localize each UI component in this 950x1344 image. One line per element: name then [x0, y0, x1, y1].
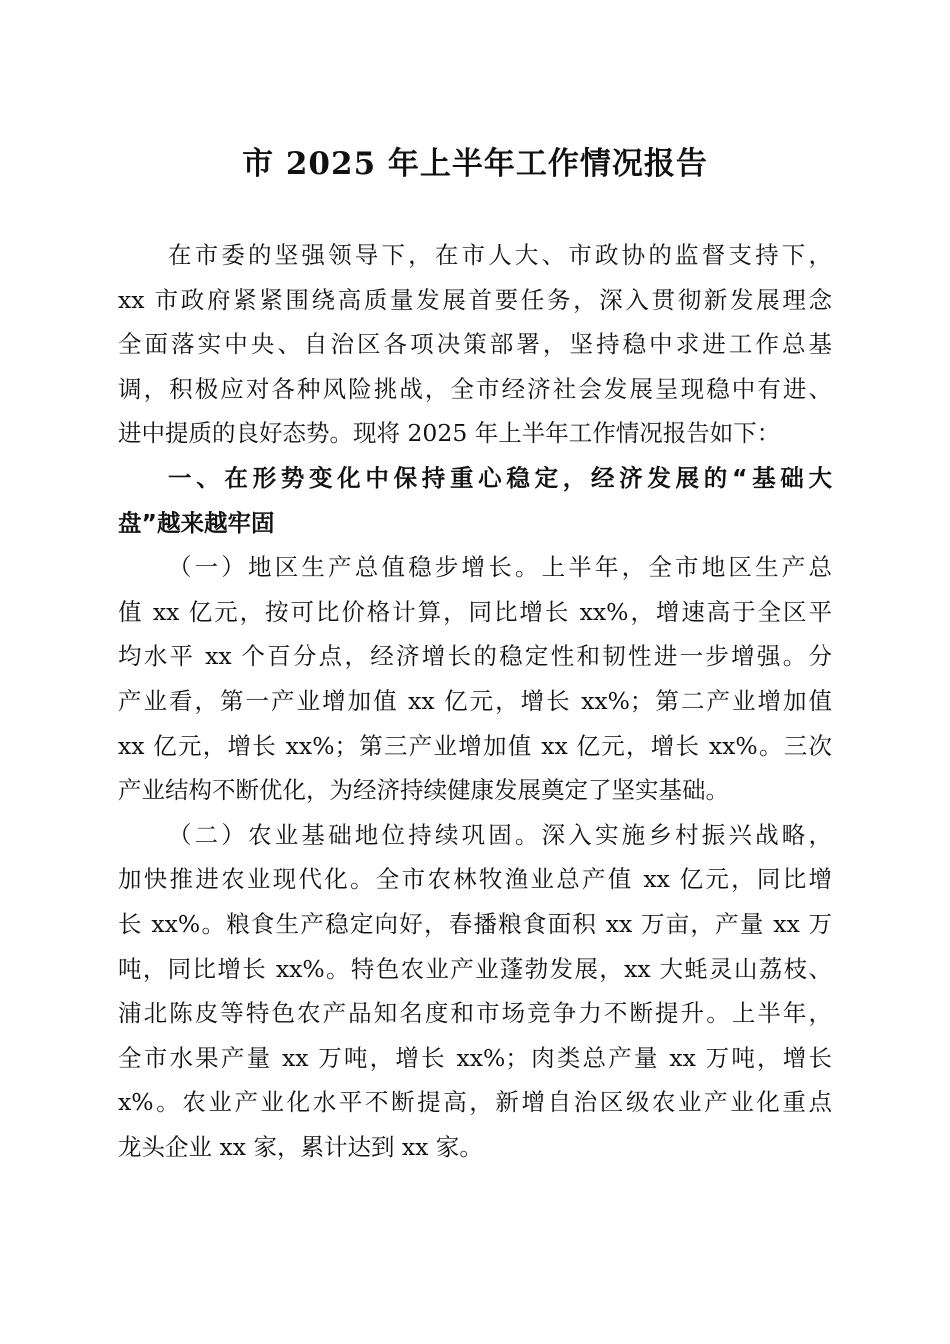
- paragraph-line: 进中提质的良好态势。现将 2025 年上半年工作情况报告如下：: [118, 419, 781, 447]
- paragraph-line: xx 市政府紧紧围绕高质量发展首要任务，深入贯彻新发展理念: [118, 286, 832, 314]
- paragraph-line: （二）农业基础地位持续巩固。深入实施乡村振兴战略，: [168, 821, 832, 849]
- paragraph-line: （一）地区生产总值稳步增长。上半年，全市地区生产总: [168, 553, 832, 581]
- paragraph-line: 浦北陈皮等特色农产品知名度和市场竞争力不断提升。上半年，: [118, 999, 832, 1027]
- paragraph-line: 全市水果产量 xx 万吨，增长 xx%；肉类总产量 xx 万吨，增长: [118, 1044, 832, 1072]
- paragraph-line: 值 xx 亿元，按可比价格计算，同比增长 xx%，增速高于全区平: [118, 598, 832, 626]
- paragraph-line: xx 亿元，增长 xx%；第三产业增加值 xx 亿元，增长 xx%。三次: [118, 732, 832, 760]
- paragraph-line: 产业看，第一产业增加值 xx 亿元，增长 xx%；第二产业增加值: [118, 687, 832, 715]
- paragraph-line: 龙头企业 xx 家，累计达到 xx 家。: [118, 1133, 483, 1161]
- section-heading-line: 一、在形势变化中保持重心稳定，经济发展的“基础大: [168, 464, 832, 492]
- paragraph-line: 加快推进农业现代化。全市农林牧渔业总产值 xx 亿元，同比增: [118, 865, 832, 893]
- paragraph-line: 产业结构不断优化，为经济持续健康发展奠定了坚实基础。: [118, 776, 729, 804]
- paragraph-line: 长 xx%。粮食生产稳定向好，春播粮食面积 xx 万亩，产量 xx 万: [118, 910, 832, 938]
- document-title: 市 2025 年上半年工作情况报告: [242, 146, 708, 182]
- paragraph-line: 吨，同比增长 xx%。特色农业产业蓬勃发展，xx 大蚝灵山荔枝、: [118, 955, 832, 983]
- section-heading-line: 盘”越来越牢固: [118, 509, 275, 537]
- paragraph-line: x%。农业产业化水平不断提高，新增自治区级农业产业化重点: [118, 1088, 832, 1116]
- paragraph-line: 调，积极应对各种风险挑战，全市经济社会发展呈现稳中有进、: [118, 375, 832, 403]
- paragraph-line: 均水平 xx 个百分点，经济增长的稳定性和韧性进一步增强。分: [118, 642, 832, 670]
- paragraph-line: 全面落实中央、自治区各项决策部署，坚持稳中求进工作总基: [118, 330, 832, 358]
- paragraph-line: 在市委的坚强领导下，在市人大、市政协的监督支持下，: [168, 241, 832, 269]
